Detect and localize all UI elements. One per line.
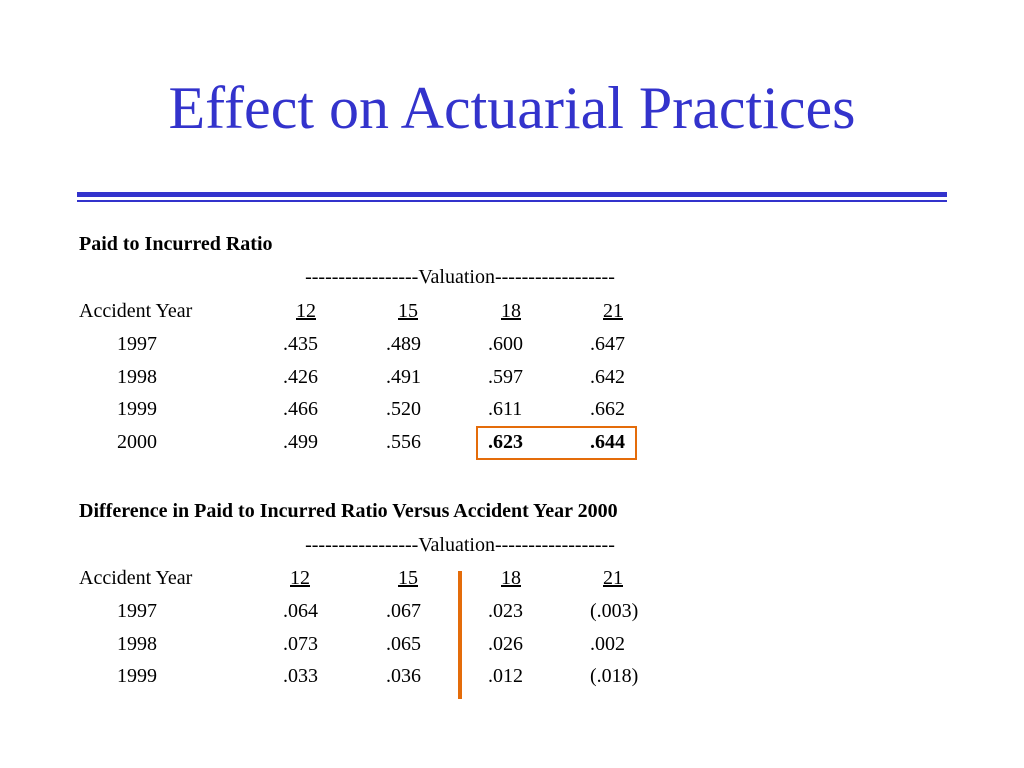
- table1-value-cell: .597: [488, 366, 523, 388]
- table1-value-cell: .520: [386, 398, 421, 420]
- table2-value-cell: .036: [386, 665, 421, 687]
- table2-year-cell: 1998: [117, 633, 157, 655]
- table2-value-cell: .065: [386, 633, 421, 655]
- table1-value-cell: .426: [283, 366, 318, 388]
- table2-value-cell: (.003): [590, 600, 639, 622]
- table2-row-header: Accident Year: [79, 567, 193, 589]
- table1-value-cell: .556: [386, 431, 421, 453]
- title-underline-thick: [77, 192, 947, 197]
- table1-value-cell: .642: [590, 366, 625, 388]
- table1-valuation-label: -----------------Valuation------------------: [305, 266, 615, 288]
- table1-col-header: 18: [501, 300, 521, 322]
- table1-value-cell: .435: [283, 333, 318, 355]
- table1-heading: Paid to Incurred Ratio: [79, 233, 273, 255]
- table2-value-cell: .026: [488, 633, 523, 655]
- table1-value-cell: .611: [488, 398, 523, 420]
- slide-title: Effect on Actuarial Practices: [168, 75, 856, 141]
- table1-year-cell: 2000: [117, 431, 157, 453]
- table2-col-header: 18: [501, 567, 521, 589]
- table1-value-cell: .600: [488, 333, 523, 355]
- table1-year-cell: 1997: [117, 333, 157, 355]
- table2-value-cell: .033: [283, 665, 318, 687]
- table2-valuation-label: -----------------Valuation------------------: [305, 534, 615, 556]
- table1-value-cell: .489: [386, 333, 421, 355]
- table1-year-cell: 1998: [117, 366, 157, 388]
- table1-col-header: 21: [603, 300, 623, 322]
- table2-value-cell: (.018): [590, 665, 639, 687]
- table2-value-cell: .002: [590, 633, 625, 655]
- title-underline-thin: [77, 200, 947, 202]
- highlighted-value-cell: .623: [488, 431, 523, 453]
- accident-year-divider: [458, 571, 462, 699]
- table2-value-cell: .012: [488, 665, 523, 687]
- table2-value-cell: .073: [283, 633, 318, 655]
- table2-heading: Difference in Paid to Incurred Ratio Versus Accident Year 2000: [79, 500, 618, 522]
- table2-col-header: 12: [290, 567, 310, 589]
- table2-value-cell: .067: [386, 600, 421, 622]
- highlighted-value-cell: .644: [590, 431, 625, 453]
- table2-year-cell: 1999: [117, 665, 157, 687]
- table2-col-header: 21: [603, 567, 623, 589]
- table1-value-cell: .647: [590, 333, 625, 355]
- table2-value-cell: .064: [283, 600, 318, 622]
- table1-col-header: 12: [296, 300, 316, 322]
- table2-col-header: 15: [398, 567, 418, 589]
- table1-value-cell: .662: [590, 398, 625, 420]
- table2-value-cell: .023: [488, 600, 523, 622]
- table2-year-cell: 1997: [117, 600, 157, 622]
- table1-year-cell: 1999: [117, 398, 157, 420]
- table1-value-cell: .499: [283, 431, 318, 453]
- table1-value-cell: .491: [386, 366, 421, 388]
- table1-row-header: Accident Year: [79, 300, 193, 322]
- table1-col-header: 15: [398, 300, 418, 322]
- table1-value-cell: .466: [283, 398, 318, 420]
